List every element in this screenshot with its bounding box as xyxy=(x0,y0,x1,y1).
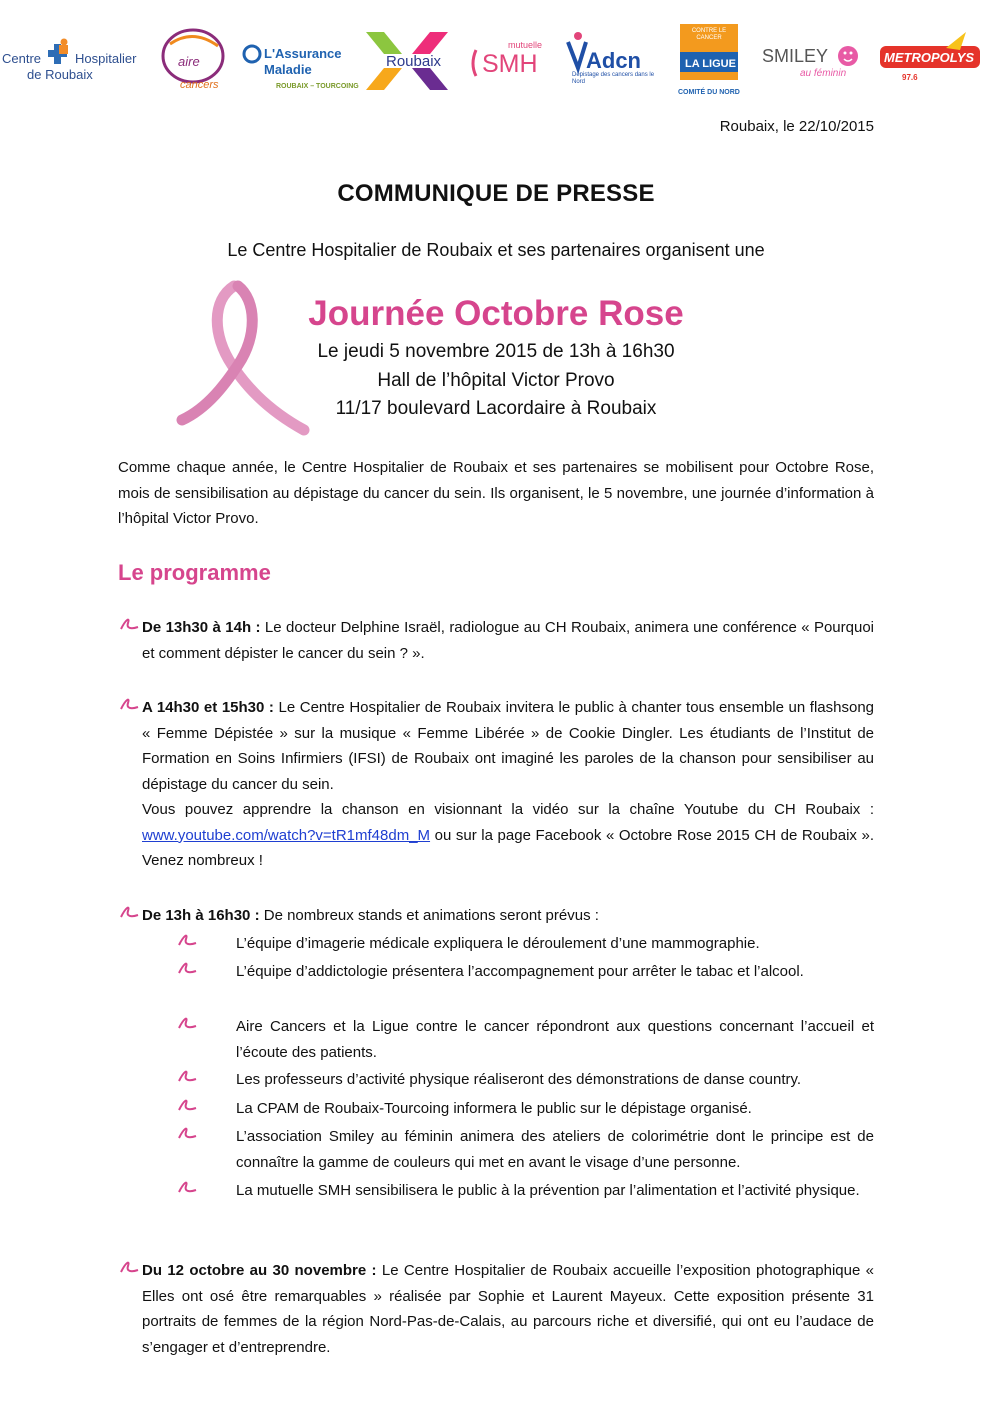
logo-ville-roubaix xyxy=(362,22,452,98)
ribbon-bullet-icon xyxy=(176,959,198,977)
event-name: Journée Octobre Rose xyxy=(308,294,684,333)
maladie-logo-word: Maladie xyxy=(264,62,312,77)
ch-roubaix-cross-icon xyxy=(0,30,150,90)
programme-item-time: De 13h à 16h30 : xyxy=(142,907,260,924)
ribbon-bullet-icon xyxy=(176,1124,198,1142)
document-date: Roubaix, le 22/10/2015 xyxy=(719,118,874,135)
smiley-logo-tagline: au féminin xyxy=(800,68,847,79)
logo-smiley-au-feminin xyxy=(760,22,864,98)
ribbon-bullet-icon xyxy=(176,1067,198,1085)
programme-item-conference xyxy=(142,615,874,666)
adcn-logo-word: Adcn xyxy=(586,48,641,73)
programme-item-text: Le Centre Hospitalier de Roubaix accueille l’exposition photographique « Elles ont osé être remarquables » réalisée par Sophie et Laurent Mayeux. Cette exposition présente 31 portraits de femmes de la région Nord-Pas-de-Calais, au parcours riche et diversifié, qui ont eu l’audace de s’engager et d’entreprendre. xyxy=(142,1262,874,1356)
ch-logo-word-hospitalier: Hospitalier xyxy=(75,51,137,66)
stand-item: La mutuelle SMH sensibilisera le public à la prévention par l’alimentation et l’activité physique. xyxy=(236,1182,860,1199)
programme-item-text: Le Centre Hospitalier de Roubaix invitera le public à chanter tous ensemble un flashsong « Femme Dépistée » sur la musique « Femme Libérée » de Cookie Dingler. Les étudiants de l’Institut de Formation en Soins Infirmiers (IFSI) de Roubaix ont imaginé les paroles de la chanson pour sensibiliser au dépistage du cancer du sein. xyxy=(142,699,875,793)
stand-item: La CPAM de Roubaix-Tourcoing informera le public sur le dépistage organisé. xyxy=(236,1100,752,1117)
programme-item-time: De 13h30 à 14h : xyxy=(142,619,261,636)
facebook-text: ou sur la page Facebook « Octobre Rose 2015 CH de Roubaix ». Venez nombreux ! xyxy=(142,826,874,869)
ribbon-bullet-icon xyxy=(118,903,140,921)
programme-item-text: Le docteur Delphine Israël, radiologue au CH Roubaix, animera une conférence « Pourquoi et comment dépister le cancer du sein ? ». xyxy=(142,619,874,662)
roubaix-city-logo-word: Roubaix xyxy=(386,53,442,70)
ribbon-bullet-icon xyxy=(118,695,140,713)
document-title: COMMUNIQUE DE PRESSE xyxy=(337,180,655,207)
programme-heading: Le programme xyxy=(118,560,271,585)
ribbon-bullet-icon xyxy=(176,1096,198,1114)
flashsong-video-paragraph xyxy=(142,797,874,874)
ribbon-bullet-icon xyxy=(176,1178,198,1196)
smh-logo-small: mutuelle xyxy=(508,40,543,50)
programme-item-text: De nombreux stands et animations seront prévus : xyxy=(259,907,599,924)
ch-logo-word-centre: Centre xyxy=(2,51,42,66)
ribbon-bullet-icon xyxy=(176,931,198,949)
cancers-logo-word: cancers xyxy=(180,79,219,91)
programme-item-time: Du 12 octobre au 30 novembre : xyxy=(142,1262,377,1279)
logo-mutuelle-smh xyxy=(466,22,548,98)
assurance-logo-locality: ROUBAIX – TOURCOING xyxy=(276,83,359,90)
programme-item-exposition xyxy=(142,1258,874,1360)
logo-la-ligue xyxy=(676,22,742,98)
stand-item: L’équipe d’addictologie présentera l’accompagnement pour arrêter le tabac et l’alcool. xyxy=(236,963,804,980)
event-address: 11/17 boulevard Lacordaire à Roubaix xyxy=(335,398,657,419)
partner-logos-bar xyxy=(0,22,992,102)
logo-assurance-maladie xyxy=(238,22,359,98)
programme-item-time: A 14h30 et 15h30 : xyxy=(142,699,274,716)
ligue-logo-bottom: COMITÉ DU NORD xyxy=(678,89,740,96)
logo-aire-cancers xyxy=(158,22,228,98)
smiley-logo-word: SMILEY xyxy=(762,46,829,66)
stand-item: Les professeurs d’activité physique réaliseront des démonstrations de danse country. xyxy=(236,1071,802,1088)
aire-logo-word: aire xyxy=(178,54,200,69)
ribbon-bullet-icon xyxy=(118,1258,140,1276)
metropolys-logo-word: METROPOLYS xyxy=(884,50,975,65)
logo-ch-roubaix xyxy=(0,22,150,98)
stand-item: Aire Cancers et la Ligue contre le cancer répondront aux questions concernant l’accueil et l’écoute des patients. xyxy=(236,1018,874,1061)
ch-logo-word-roubaix: de Roubaix xyxy=(27,67,93,82)
flashsong-paragraph xyxy=(142,695,874,797)
programme-item-flashsong xyxy=(142,695,874,874)
event-date-time: Le jeudi 5 novembre 2015 de 13h à 16h30 xyxy=(317,341,675,362)
event-venue: Hall de l’hôpital Victor Provo xyxy=(377,370,615,391)
youtube-link[interactable]: www.youtube.com/watch?v=tR1mf48dm_M xyxy=(142,826,431,844)
document-subtitle: Le Centre Hospitalier de Roubaix et ses partenaires organisent une xyxy=(227,240,765,260)
ligue-logo-word: LA LIGUE xyxy=(685,58,736,70)
programme-item-stands xyxy=(142,903,874,929)
smh-logo-word: SMH xyxy=(482,50,538,78)
stand-item: L’association Smiley au féminin animera des ateliers de colorimétrie dont le principe est de connaître la gamme de couleurs qui met en avant le visage d’une personne. xyxy=(236,1128,874,1171)
video-intro-text: Vous pouvez apprendre la chanson en visionnant la vidéo sur la chaîne Youtube du CH Roubaix : xyxy=(142,801,874,818)
ribbon-bullet-icon xyxy=(118,615,140,633)
adcn-logo-tagline: Dépistage des cancers dans le Nord xyxy=(572,72,655,85)
ribbon-bullet-icon xyxy=(176,1014,198,1032)
intro-paragraph: Comme chaque année, le Centre Hospitalier de Roubaix et ses partenaires se mobilisent pour Octobre Rose, mois de sensibilisation au dépistage du cancer du sein. Ils organisent, le 5 novembre, une journée d’information à l’hôpital Victor Provo. xyxy=(118,459,874,527)
metropolys-logo-frequency: 97.6 xyxy=(902,73,918,82)
logo-metropolys xyxy=(876,22,984,98)
stand-item: L’équipe d’imagerie médicale expliquera le déroulement d’une mammographie. xyxy=(236,935,760,952)
ligue-logo-top: CONTRE LE CANCER xyxy=(691,28,727,41)
assurance-logo-word: L'Assurance xyxy=(264,46,342,61)
logo-adcn xyxy=(564,22,660,98)
